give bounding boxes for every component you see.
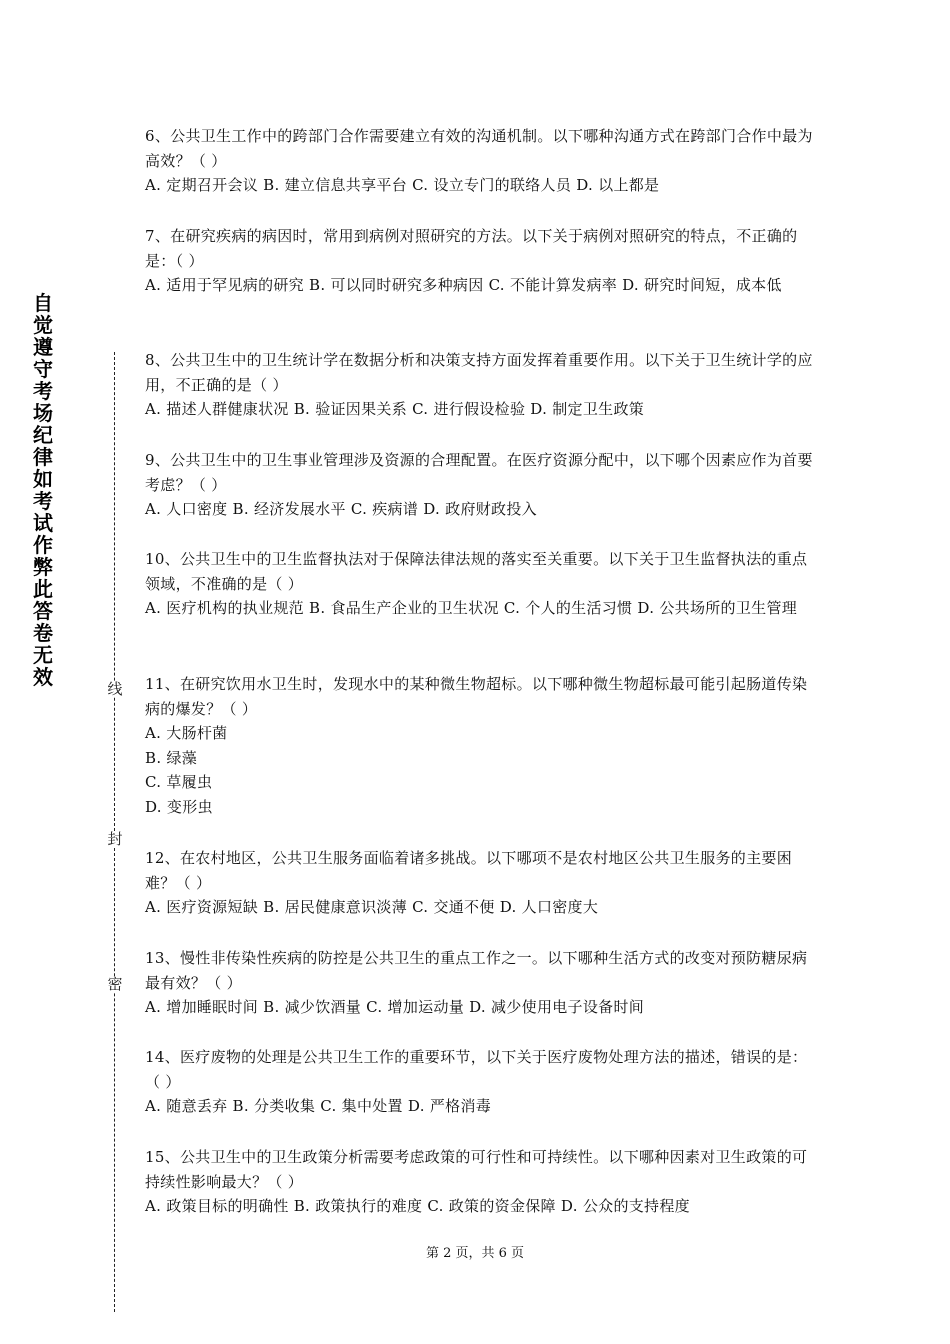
vertical-title-char: 弊 bbox=[33, 555, 53, 579]
vertical-title-char: 答 bbox=[33, 599, 53, 623]
vertical-title-char: 如 bbox=[33, 467, 53, 491]
question-options: A. 增加睡眠时间 B. 减少饮酒量 C. 增加运动量 D. 减少使用电子设备时间 bbox=[145, 998, 645, 1016]
question-10 bbox=[145, 547, 813, 621]
question-11 bbox=[145, 672, 813, 819]
question-14 bbox=[145, 1045, 813, 1119]
vertical-title-char: 遵 bbox=[33, 335, 53, 359]
question-options: A. 随意丢弃 B. 分类收集 C. 集中处置 D. 严格消毒 bbox=[145, 1097, 492, 1115]
vertical-title-char: 觉 bbox=[33, 313, 53, 337]
question-7 bbox=[145, 224, 813, 298]
vertical-title-char: 效 bbox=[33, 665, 53, 689]
vertical-title-char: 考 bbox=[33, 489, 53, 513]
question-stem: 9、公共卫生中的卫生事业管理涉及资源的合理配置。在医疗资源分配中，以下哪个因素应作为首要考虑？（ ） bbox=[145, 451, 813, 494]
question-stem: 11、在研究饮用水卫生时，发现水中的某种微生物超标。以下哪种微生物超标最可能引起肠道传染病的爆发？（ ） bbox=[145, 675, 808, 718]
question-15 bbox=[145, 1145, 813, 1219]
question-6 bbox=[145, 124, 813, 198]
question-option-a: A. 大肠杆菌 bbox=[145, 724, 228, 742]
question-options: A. 描述人群健康状况 B. 验证因果关系 C. 进行假设检验 D. 制定卫生政策 bbox=[145, 400, 645, 418]
vertical-title-char: 纪 bbox=[33, 423, 53, 447]
question-9 bbox=[145, 448, 813, 522]
question-options: A. 适用于罕见病的研究 B. 可以同时研究多种病因 C. 不能计算发病率 D. 研究时间短，成本低 bbox=[145, 276, 782, 294]
binding-mark-line: 线 bbox=[107, 680, 123, 698]
question-option-c: C. 草履虫 bbox=[145, 773, 213, 791]
page-number: 第 2 页，共 6 页 bbox=[425, 1246, 525, 1261]
vertical-title-char: 试 bbox=[33, 511, 53, 535]
question-options: A. 定期召开会议 B. 建立信息共享平台 C. 设立专门的联络人员 D. 以上都是 bbox=[145, 176, 660, 194]
question-options: A. 医疗资源短缺 B. 居民健康意识淡薄 C. 交通不便 D. 人口密度大 bbox=[145, 898, 599, 916]
question-8 bbox=[145, 348, 813, 422]
question-12 bbox=[145, 846, 813, 920]
question-13 bbox=[145, 946, 813, 1020]
vertical-title-char: 场 bbox=[33, 401, 53, 425]
question-option-d: D. 变形虫 bbox=[145, 797, 213, 816]
vertical-title-char: 卷 bbox=[33, 621, 53, 645]
vertical-title-char: 此 bbox=[33, 577, 53, 601]
question-options: A. 人口密度 B. 经济发展水平 C. 疾病谱 D. 政府财政投入 bbox=[145, 500, 537, 518]
binding-mark-secret: 密 bbox=[107, 975, 123, 993]
question-stem: 7、在研究疾病的病因时，常用到病例对照研究的方法。以下关于病例对照研究的特点，不正确的是：（ ） bbox=[145, 227, 798, 270]
question-stem: 14、医疗废物的处理是公共卫生工作的重要环节，以下关于医疗废物处理方法的描述，错误的是：（ ） bbox=[145, 1048, 808, 1091]
question-stem: 15、公共卫生中的卫生政策分析需要考虑政策的可行性和可持续性。以下哪种因素对卫生政策的可持续性影响最大？（ ） bbox=[145, 1148, 808, 1191]
question-stem: 13、慢性非传染性疾病的防控是公共卫生的重点工作之一。以下哪种生活方式的改变对预防糖尿病最有效？（ ） bbox=[145, 949, 808, 992]
vertical-title-char: 考 bbox=[33, 379, 53, 403]
vertical-warning-title bbox=[28, 292, 58, 688]
vertical-title-char: 律 bbox=[33, 445, 53, 469]
question-stem: 8、公共卫生中的卫生统计学在数据分析和决策支持方面发挥着重要作用。以下关于卫生统计学的应用，不正确的是（ ） bbox=[145, 351, 813, 394]
question-option-b: B. 绿藻 bbox=[145, 748, 198, 767]
binding-mark-seal: 封 bbox=[107, 830, 123, 848]
question-options: A. 医疗机构的执业规范 B. 食品生产企业的卫生状况 C. 个人的生活习惯 D. 公共场所的卫生管理 bbox=[145, 599, 798, 617]
question-stem: 6、公共卫生工作中的跨部门合作需要建立有效的沟通机制。以下哪种沟通方式在跨部门合作中最为高效？（ ） bbox=[145, 127, 813, 170]
vertical-title-char: 作 bbox=[33, 533, 53, 557]
question-stem: 10、公共卫生中的卫生监督执法对于保障法律法规的落实至关重要。以下关于卫生监督执法的重点领域，不准确的是（ ） bbox=[145, 550, 808, 593]
question-stem: 12、在农村地区，公共卫生服务面临着诸多挑战。以下哪项不是农村地区公共卫生服务的主要困难？（ ） bbox=[145, 849, 792, 892]
vertical-title-char: 无 bbox=[33, 643, 53, 667]
vertical-title-char: 守 bbox=[33, 357, 53, 381]
question-options: A. 政策目标的明确性 B. 政策执行的难度 C. 政策的资金保障 D. 公众的支持程度 bbox=[145, 1197, 690, 1215]
vertical-title-char: 自 bbox=[33, 291, 53, 315]
